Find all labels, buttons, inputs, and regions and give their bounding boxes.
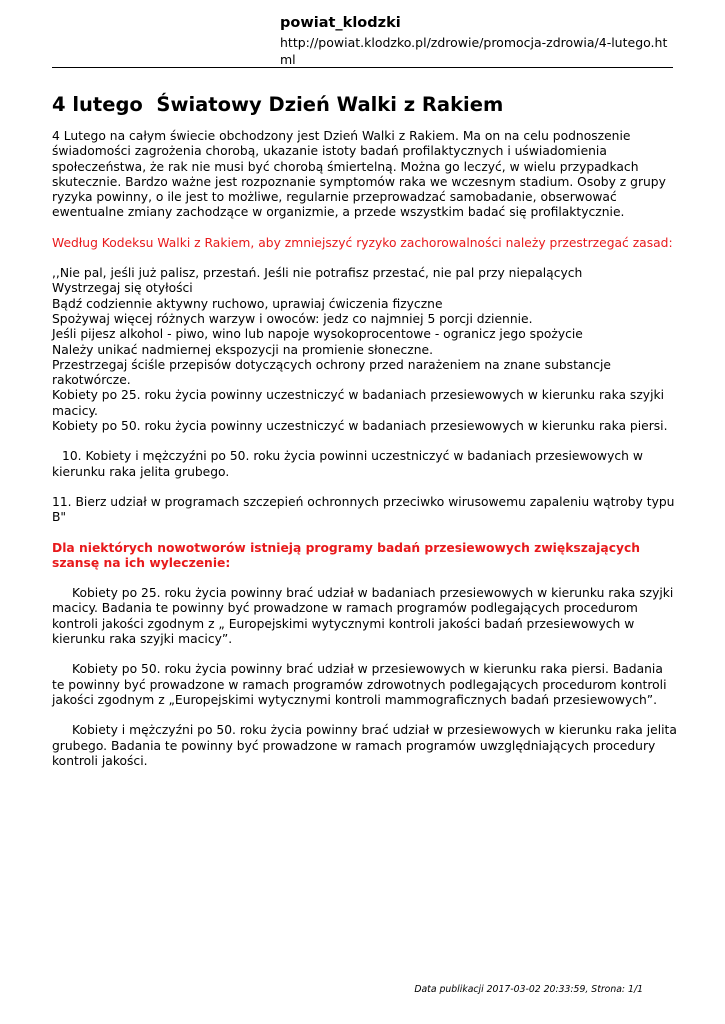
screening-paragraph: Kobiety po 50. roku życia powinny brać udział w przesiewowych w kierunku raka piersi. Badania te powinny być prowadzone w ramach programów zdrowotnych podlegających procedurom kontroli jakości zgodnym z „Europejskimi wytycznymi kontroli mammograficznych badań przesiewowych”.: [52, 662, 667, 707]
rule-10: 10. Kobiety i mężczyźni po 50. roku życia powinni uczestniczyć w badaniach przesiewowych w kierunku raka jelita grubego.: [52, 449, 643, 479]
header-divider: [52, 67, 673, 68]
rules-list: [52, 266, 677, 434]
list-item: Należy unikać nadmiernej ekspozycji na promienie słoneczne.: [52, 342, 434, 357]
list-item: Bądź codziennie aktywny ruchowo, uprawiaj ćwiczenia fizyczne: [52, 296, 443, 311]
screening-paragraph: Kobiety po 25. roku życia powinny brać udział w badaniach przesiewowych w kierunku raka szyjki macicy. Badania te powinny być prowadzone w ramach programów podlegających procedurom kontroli jakości zgodnym z „ Europejskimi wytycznymi kontroli jakości badań przesiewowych w kierunku raka szyjki macicy”.: [52, 586, 674, 647]
screening-paragraph: Kobiety i mężczyźni po 50. roku życia powinny brać udział w przesiewowych w kierunku raka jelita grubego. Badania te powinny być prowadzone w ramach programów uwzględniających procedury kontroli jakości.: [52, 723, 677, 768]
source-url[interactable]: http://powiat.klodzko.pl/zdrowie/promocja-zdrowia/4-lutego.html: [280, 35, 668, 67]
screening-heading: Dla niektórych nowotworów istnieją programy badań przesiewowych zwiększających szansę na ich wyleczenie:: [52, 540, 641, 570]
list-item: Jeśli pijesz alkohol - piwo, wino lub napoje wysokoprocentowe - ogranicz jego spożycie: [52, 327, 583, 342]
article: [52, 93, 677, 769]
list-item: Wystrzegaj się otyłości: [52, 281, 193, 296]
rule-11: 11. Bierz udział w programach szczepień ochronnych przeciwko wirusowemu zapaleniu wątroby typu B": [52, 494, 675, 525]
list-item: ,,Nie pal, jeśli już palisz, przestań. Jeśli nie potrafisz przestać, nie pal przy niepalących: [52, 266, 583, 281]
page-title: 4 lutego Światowy Dzień Walki z Rakiem: [52, 93, 504, 116]
site-name: powiat_klodzki: [280, 15, 401, 31]
list-item: Kobiety po 50. roku życia powinny uczestniczyć w badaniach przesiewowych w kierunku raka piersi.: [52, 419, 668, 434]
list-item: Kobiety po 25. roku życia powinny uczestniczyć w badaniach przesiewowych w kierunku raka szyjki macicy.: [52, 388, 665, 418]
code-heading: Według Kodeksu Walki z Rakiem, aby zmniejszyć ryzyko zachorowalności należy przestrzegać zasad:: [52, 235, 673, 250]
list-item: Spożywaj więcej różnych warzyw i owoców: jedz co najmniej 5 porcji dziennie.: [52, 311, 533, 326]
list-item: Przestrzegaj ściśle przepisów dotyczących ochrony przed narażeniem na znane substancje rakotwórcze.: [52, 357, 611, 388]
publication-footer: Data publikacji 2017-03-02 20:33:59, Strona: 1/1: [414, 984, 643, 995]
page-header: [280, 14, 680, 68]
intro-paragraph: 4 Lutego na całym świecie obchodzony jest Dzień Walki z Rakiem. Ma on na celu podnoszenie świadomości zagrożenia chorobą, ukazanie istoty badań profilaktycznych i uświadomienia społeczeństwa, że rak nie musi być chorobą śmiertelną. Można go leczyć, w wielu przypadkach skutecznie. Bardzo ważne jest rozpoznanie symptomów raka we wczesnym stadium. Osoby z grupy ryzyka powinny, o ile jest to możliwe, regularnie przeprowadzać samobadanie, obserwować ewentualne zmiany zachodzące w organizmie, a przede wszystkim badać się profilaktycznie.: [52, 129, 666, 220]
